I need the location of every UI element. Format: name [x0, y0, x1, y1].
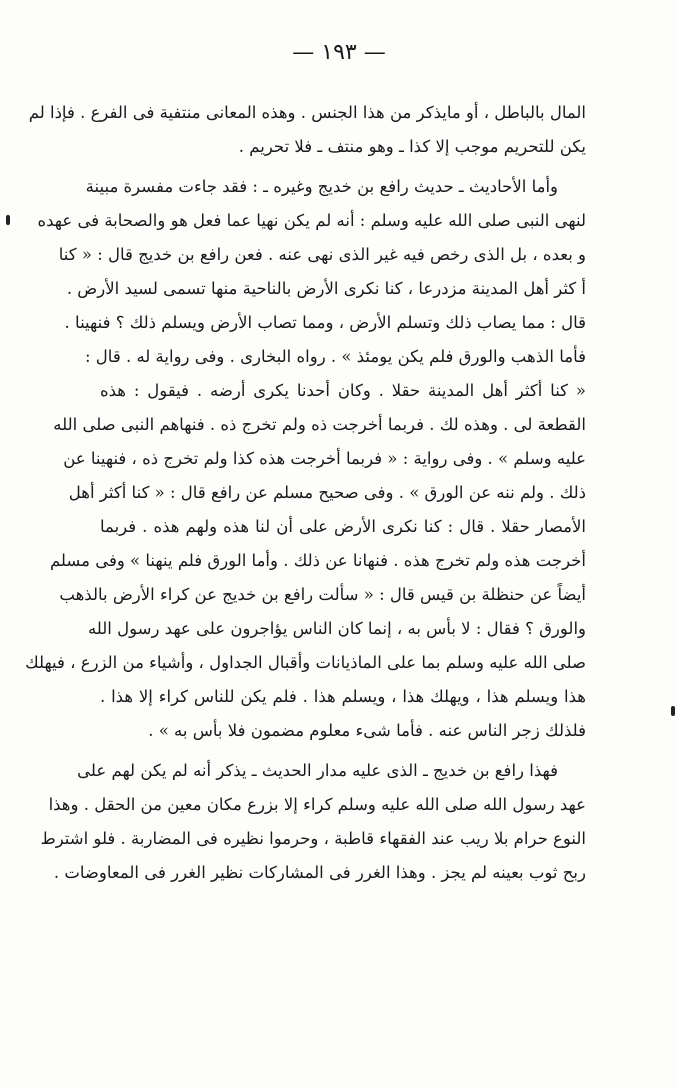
text-line: هذا ويسلم هذا ، ويهلك هذا ، ويسلم هذا . فلم يكن للناس كراء إلا هذا .	[100, 687, 586, 706]
text-line: ذلك . ولم ننه عن الورق » . وفى صحيح مسلم عن رافع قال : « كنا أكثر أهل	[68, 483, 586, 502]
text-line: المال بالباطل ، أو مايذكر من هذا الجنس . وهذه المعانى منتفية فى الفرع . فإذا لم	[28, 103, 586, 122]
text-line: القطعة لى . وهذه لك . فربما أخرجت ذه ولم تخرج ذه . فنهاهم النبى صلى الله	[53, 415, 586, 434]
text-line: صلى الله عليه وسلم بما على الماذيانات وأقبال الجداول ، وأشياء من الزرع ، فيهلك	[25, 653, 586, 672]
page-number: — ١٩٣ —	[292, 40, 386, 65]
text-line: وأما الأحاديث ـ حديث رافع بن خديج وغيره ـ : فقد جاءت مفسرة مبينة	[85, 177, 558, 196]
text-line: أيضاً عن حنظلة بن قيس قال : « سألت رافع بن خديج عن كراء الأرض بالذهب	[59, 585, 586, 604]
text-line: فهذا رافع بن خديج ـ الذى عليه مدار الحديث ـ يذكر أنه لم يكن لهم على	[77, 761, 558, 780]
text-line: النوع حرام بلا ريب عند الفقهاء قاطبة ، وحرموا نظيره فى المضاربة . فلو اشترط	[40, 829, 586, 848]
margin-mark-right	[671, 706, 675, 716]
paragraph	[28, 96, 586, 164]
text-line: عليه وسلم » . وفى رواية : « فربما أخرجت هذه كذا ولم تخرج ذه ، فنهينا عن	[63, 449, 586, 468]
paragraph	[25, 170, 586, 748]
body-text	[25, 96, 586, 890]
text-line: يكن للتحريم موجب إلا كذا ـ وهو منتف ـ فلا تحريم .	[238, 137, 586, 156]
text-line: قال : مما يصاب ذلك وتسلم الأرض ، ومما تصاب الأرض ويسلم ذلك ؟ فنهينا .	[64, 313, 586, 332]
paragraph	[40, 754, 586, 890]
text-line: « كنا أكثر أهل المدينة حقلا . وكان أحدنا يكرى أرضه . فيقول : هذه	[100, 381, 586, 400]
margin-mark-left	[6, 215, 10, 225]
text-line: والورق ؟ فقال : لا بأس به ، إنما كان الناس يؤاجرون على عهد رسول الله	[87, 619, 586, 638]
text-line: عهد رسول الله صلى الله عليه وسلم كراء إلا بزرع مكان معين من الحقل . وهذا	[48, 795, 586, 814]
text-line: و بعده ، بل الذى رخص فيه غير الذى نهى عنه . فعن رافع بن خديج قال : « كنا	[58, 245, 586, 264]
text-line: أ كثر أهل المدينة مزدرعا ، كنا نكرى الأرض بالناحية منها تسمى لسيد الأرض .	[66, 279, 586, 298]
text-line: فأما الذهب والورق فلم يكن يومئذ » . رواه البخارى . وفى رواية له . قال :	[85, 347, 586, 366]
text-line: الأمصار حقلا . قال : كنا نكرى الأرض على أن لنا هذه ولهم هذه . فربما	[100, 517, 586, 536]
text-line: ربح ثوب بعينه لم يجز . وهذا الغرر فى المشاركات نظير الغرر فى المعاوضات .	[53, 863, 586, 882]
text-line: أخرجت هذه ولم تخرج هذه . فنهانا عن ذلك . وأما الورق فلم ينهنا » وفى مسلم	[49, 551, 586, 570]
text-line: لنهى النبى صلى الله عليه وسلم : أنه لم يكن نهيا عما فعل هو والصحابة فى عهده	[37, 211, 586, 230]
text-line: فلذلك زجر الناس عنه . فأما شىء معلوم مضمون فلا بأس به » .	[148, 721, 586, 740]
